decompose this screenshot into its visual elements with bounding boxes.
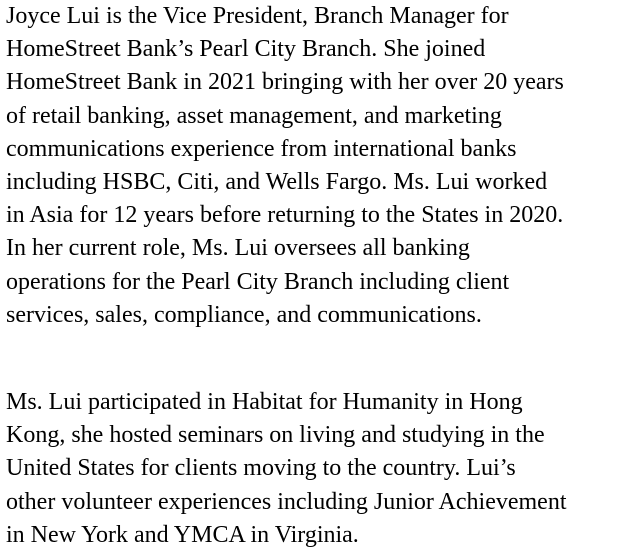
text-line: HomeStreet Bank’s Pearl City Branch. She joined xyxy=(6,36,486,63)
text-line: in Asia for 12 years before returning to the States in 2020. xyxy=(6,202,564,229)
text-line: operations for the Pearl City Branch including client xyxy=(6,268,510,295)
text-line: communications experience from international banks xyxy=(6,135,517,162)
text-line: services, sales, compliance, and communications. xyxy=(6,301,482,328)
text-line: in New York and YMCA in Virginia. xyxy=(6,521,359,548)
text-line: of retail banking, asset management, and marketing xyxy=(6,102,502,129)
paragraph-spacer xyxy=(6,332,632,386)
text-line: Kong, she hosted seminars on living and studying in the xyxy=(6,422,545,449)
text-line: other volunteer experiences including Junior Achievement xyxy=(6,488,567,515)
text-line: United States for clients moving to the country. Lui’s xyxy=(6,455,516,482)
bio-text xyxy=(6,0,632,552)
text-line: Joyce Lui is the Vice President, Branch Manager for xyxy=(6,3,509,29)
text-line: HomeStreet Bank in 2021 bringing with her over 20 years xyxy=(6,69,564,96)
text-line: Ms. Lui participated in Habitat for Humanity in Hong xyxy=(6,389,523,416)
bio-paragraph-2 xyxy=(6,386,632,552)
bio-paragraph-1 xyxy=(6,0,632,332)
text-line: including HSBC, Citi, and Wells Fargo. Ms. Lui worked xyxy=(6,169,548,196)
text-line: In her current role, Ms. Lui oversees all banking xyxy=(6,235,470,262)
